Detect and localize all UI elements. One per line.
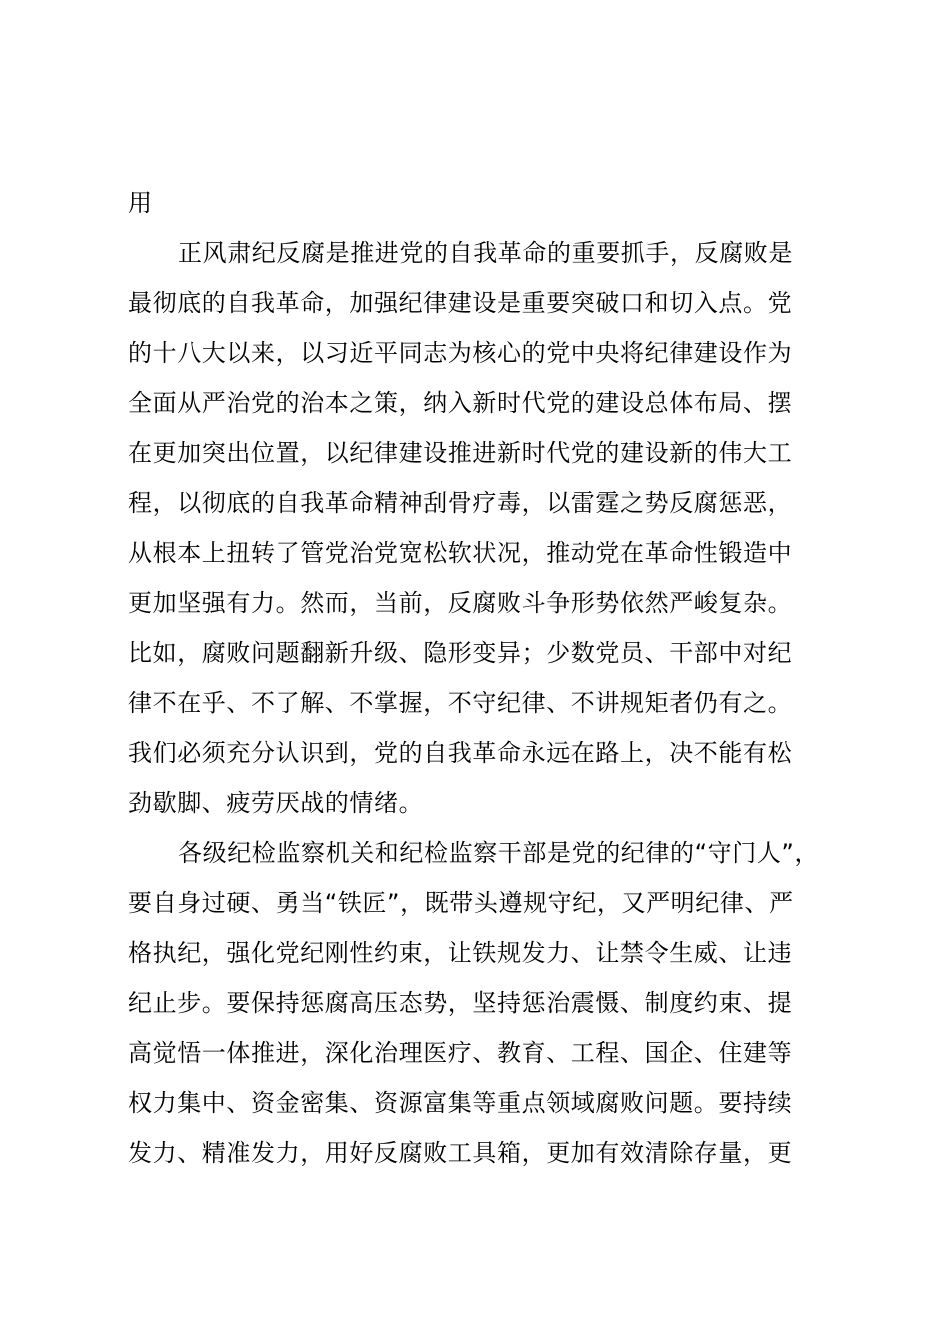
text-line: 我们必须充分认识到，党的自我革命永远在路上，决不能有松 xyxy=(128,739,793,767)
text-line: 程，以彻底的自我革命精神刮骨疗毒，以雷霆之势反腐惩恶， xyxy=(128,489,793,517)
text-line: 纪止步。要保持惩腐高压态势，坚持惩治震慑、制度约束、提 xyxy=(128,989,793,1017)
text-line: 要自身过硬、勇当“铁匠”，既带头遵规守纪，又严明纪律、严 xyxy=(128,889,794,917)
text-line: 权力集中、资金密集、资源富集等重点领域腐败问题。要持续 xyxy=(128,1089,793,1117)
text-line: 全面从严治党的治本之策，纳入新时代党的建设总体布局、摆 xyxy=(128,389,793,417)
text-line: 高觉悟一体推进，深化治理医疗、教育、工程、国企、住建等 xyxy=(128,1039,793,1067)
text-line: 更加坚强有力。然而，当前，反腐败斗争形势依然严峻复杂。 xyxy=(128,589,793,617)
paragraph-first-line: 各级纪检监察机关和纪检监察干部是党的纪律的“守门人”， xyxy=(178,839,820,867)
text-line: 用 xyxy=(128,189,153,217)
text-line: 劲歇脚、疲劳厌战的情绪。 xyxy=(128,789,424,817)
text-line: 的十八大以来，以习近平同志为核心的党中央将纪律建设作为 xyxy=(128,339,793,367)
paragraph-first-line: 正风肃纪反腐是推进党的自我革命的重要抓手，反腐败是 xyxy=(178,239,793,267)
text-line: 比如，腐败问题翻新升级、隐形变异；少数党员、干部中对纪 xyxy=(128,639,793,667)
text-line: 从根本上扭转了管党治党宽松软状况，推动党在革命性锻造中 xyxy=(128,539,793,567)
text-line: 律不在乎、不了解、不掌握，不守纪律、不讲规矩者仍有之。 xyxy=(128,689,793,717)
text-line: 发力、精准发力，用好反腐败工具箱，更加有效清除存量，更 xyxy=(128,1139,793,1167)
text-line: 最彻底的自我革命，加强纪律建设是重要突破口和切入点。党 xyxy=(128,289,793,317)
document-body xyxy=(128,178,833,1178)
text-line: 格执纪，强化党纪刚性约束，让铁规发力、让禁令生威、让违 xyxy=(128,939,793,967)
text-line: 在更加突出位置，以纪律建设推进新时代党的建设新的伟大工 xyxy=(128,439,793,467)
